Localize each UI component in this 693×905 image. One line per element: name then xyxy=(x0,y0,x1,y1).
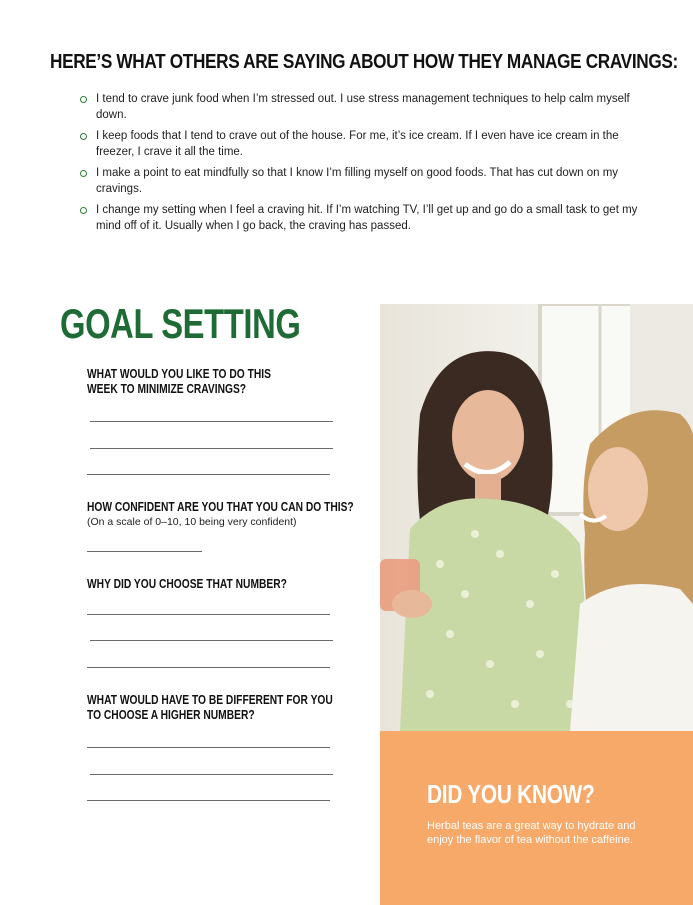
question-label: WHAT WOULD HAVE TO BE DIFFERENT FOR YOU TO CHOOSE A HIGHER NUMBER? xyxy=(87,693,333,722)
goal-setting-title: GOAL SETTING xyxy=(60,300,301,347)
goal-question-3 xyxy=(87,577,377,592)
testimonial-list xyxy=(76,91,650,239)
did-you-know-text: Herbal teas are a great way to hydrate and enjoy the flavor of tea without the caffeine. xyxy=(427,820,636,846)
answer-line[interactable] xyxy=(87,800,330,801)
did-you-know-callout xyxy=(380,731,693,905)
answer-line[interactable] xyxy=(90,640,333,641)
bullet-circle-icon xyxy=(80,207,87,214)
list-item xyxy=(76,165,650,197)
answer-line[interactable] xyxy=(87,614,330,615)
women-laughing-photo xyxy=(380,304,693,731)
answer-line[interactable] xyxy=(87,551,202,552)
list-item xyxy=(76,128,650,160)
list-item xyxy=(76,91,650,123)
bullet-circle-icon xyxy=(80,170,87,177)
testimonial-text: I tend to crave junk food when I’m stressed out. I use stress management techniques to help calm myself down. xyxy=(96,93,630,121)
answer-line[interactable] xyxy=(87,747,330,748)
answer-line[interactable] xyxy=(90,448,333,449)
testimonial-text: I make a point to eat mindfully so that I know I’m filling myself on good foods. That has cut down on my cravings. xyxy=(96,167,619,195)
answer-line[interactable] xyxy=(87,474,330,475)
question-label: WHAT WOULD YOU LIKE TO DO THIS WEEK TO MINIMIZE CRAVINGS? xyxy=(87,367,271,396)
bullet-circle-icon xyxy=(80,133,87,140)
did-you-know-title: DID YOU KNOW? xyxy=(427,779,595,809)
testimonial-text: I change my setting when I feel a craving hit. If I’m watching TV, I’ll get up and go do a small task to get my mind off of it. Usually when I go back, the craving has passed. xyxy=(96,204,638,232)
answer-line[interactable] xyxy=(90,774,333,775)
question-subtext: (On a scale of 0–10, 10 being very confident) xyxy=(87,516,297,528)
answer-line[interactable] xyxy=(87,667,330,668)
bullet-circle-icon xyxy=(80,96,87,103)
answer-line[interactable] xyxy=(90,421,333,422)
testimonials-heading: HERE’S WHAT OTHERS ARE SAYING ABOUT HOW THEY MANAGE CRAVINGS: xyxy=(50,51,678,73)
question-label: WHY DID YOU CHOOSE THAT NUMBER? xyxy=(87,577,287,591)
list-item xyxy=(76,202,650,234)
goal-question-4 xyxy=(87,693,377,723)
goal-question-2 xyxy=(87,500,377,528)
goal-question-1 xyxy=(87,367,377,397)
testimonial-text: I keep foods that I tend to crave out of the house. For me, it’s ice cream. If I even have ice cream in the freezer, I crave it all the time. xyxy=(96,130,619,158)
question-label: HOW CONFIDENT ARE YOU THAT YOU CAN DO THIS? xyxy=(87,500,354,514)
photo-illustration xyxy=(380,304,693,731)
